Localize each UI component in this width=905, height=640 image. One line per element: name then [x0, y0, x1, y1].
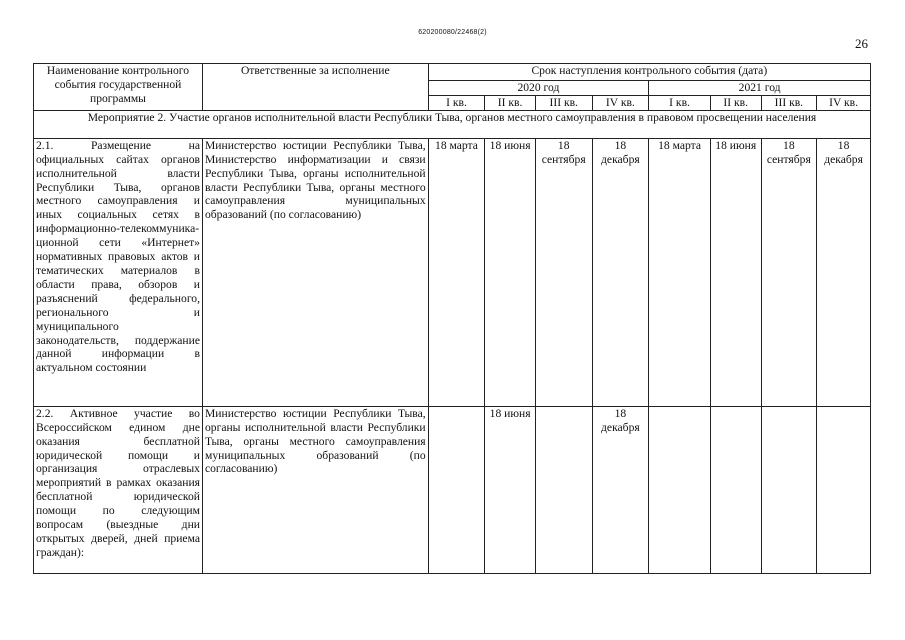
row-2-date-2021-q3	[761, 406, 817, 573]
quarter-2020-1: I кв.	[428, 95, 485, 110]
header-name: Наименование контрольного события государственной программы	[34, 64, 203, 111]
row-1-name: 2.1. Размещение на официальных сайтах органов исполнительной власти Республики Тыва, органов местного самоуправления и иных социальных сетях в информационно-телекоммуника-ционной сети «Интернет» нормативных правовых актов и тематических материалов в области права, обзоров и разъяснений федерального, регионального и муниципального законодательств, поддержание данной информации в актуальном состоянии	[34, 138, 203, 406]
row-2-name: 2.2. Активное участие во Всероссийском едином дне оказания бесплатной юридической помощи и организация отраслевых мероприятий в рамках оказания бесплатной юридической помощи по следующим вопросам (выездные дни открытых дверей, дней приема граждан):	[34, 406, 203, 573]
quarter-2021-3: III кв.	[761, 95, 817, 110]
row-1-date-2021-q3: 18 сентября	[761, 138, 817, 406]
row-2-date-2020-q2: 18 июня	[485, 406, 536, 573]
row-2-date-2021-q1	[649, 406, 711, 573]
row-1-date-2020-q4: 18 декабря	[592, 138, 649, 406]
header-deadline: Срок наступления контрольного события (дата)	[428, 64, 870, 81]
quarter-2021-4: IV кв.	[817, 95, 871, 110]
table-row	[34, 138, 871, 406]
quarter-2021-2: II кв.	[710, 95, 761, 110]
row-1-date-2020-q3: 18 сентября	[535, 138, 592, 406]
header-year-2021: 2021 год	[649, 81, 871, 96]
header-responsible: Ответственные за исполнение	[202, 64, 428, 111]
table-row	[34, 406, 871, 573]
document-id: 620200080/22468(2)	[418, 29, 487, 36]
header-year-2020: 2020 год	[428, 81, 649, 96]
row-1-date-2021-q2: 18 июня	[710, 138, 761, 406]
event-title: Мероприятие 2. Участие органов исполнительной власти Республики Тыва, органов местного самоуправления в правовом просвещении населения	[34, 110, 871, 138]
row-1-date-2020-q2: 18 июня	[485, 138, 536, 406]
page-number: 26	[855, 36, 868, 51]
header-row-1	[34, 64, 871, 81]
row-1-date-2021-q1: 18 марта	[649, 138, 711, 406]
row-2-date-2021-q2	[710, 406, 761, 573]
control-events-table	[33, 63, 871, 574]
row-1-date-2021-q4: 18 декабря	[817, 138, 871, 406]
quarter-2020-4: IV кв.	[592, 95, 649, 110]
quarter-2021-1: I кв.	[649, 95, 711, 110]
event-title-row	[34, 110, 871, 138]
quarter-2020-3: III кв.	[535, 95, 592, 110]
row-2-responsible: Министерство юстиции Республики Тыва, органы исполнительной власти Республики Тыва, органы местного самоуправления муниципальных образований (по согласованию)	[202, 406, 428, 573]
row-1-responsible: Министерство юстиции Республики Тыва, Министерство информатизации и связи Республики Тыва, органы исполнительной власти Республики Тыва, органы местного самоуправления муниципальных образований (по согласованию)	[202, 138, 428, 406]
row-2-date-2020-q3	[535, 406, 592, 573]
row-1-date-2020-q1: 18 марта	[428, 138, 485, 406]
row-2-date-2021-q4	[817, 406, 871, 573]
row-2-date-2020-q4: 18 декабря	[592, 406, 649, 573]
row-2-date-2020-q1	[428, 406, 485, 573]
quarter-2020-2: II кв.	[485, 95, 536, 110]
